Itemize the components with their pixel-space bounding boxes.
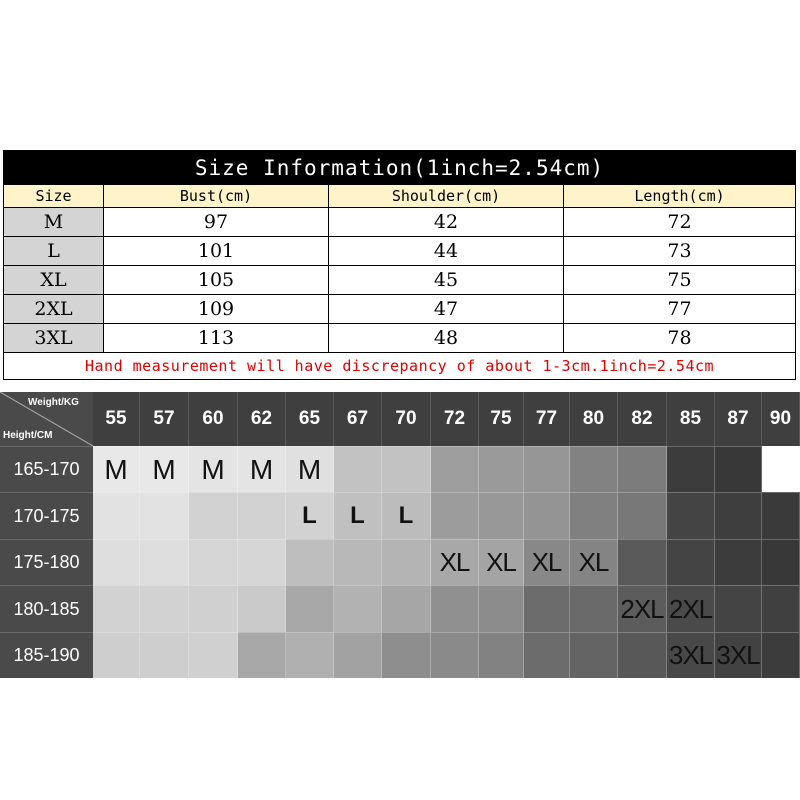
grid-cell [715, 492, 762, 539]
shoulder-cell: 42 [329, 208, 564, 237]
bust-cell: 109 [104, 295, 329, 324]
table-row [4, 208, 796, 237]
grid-cell: M [140, 446, 189, 492]
weight-header-57: 57 [140, 392, 189, 446]
measurement-note: Hand measurement will have discrepancy of about 1-3cm.1inch=2.54cm [4, 353, 796, 380]
grid-cell [715, 446, 762, 492]
grid-cell [524, 492, 570, 539]
grid-cell [667, 446, 715, 492]
grid-cell: L [382, 492, 431, 539]
grid-cell [431, 632, 479, 678]
grid-cell [479, 446, 524, 492]
size-cell: 3XL [4, 324, 104, 353]
table-title-row [4, 151, 796, 185]
size-cell: L [4, 237, 104, 266]
grid-cell [189, 632, 238, 678]
weight-header-65: 65 [286, 392, 334, 446]
grid-cell [334, 585, 382, 632]
grid-cell [762, 585, 800, 632]
grid-cell [762, 492, 800, 539]
length-cell: 72 [564, 208, 796, 237]
grid-cell [382, 585, 431, 632]
shoulder-cell: 44 [329, 237, 564, 266]
height-axis-label: Height/CM [3, 430, 53, 441]
grid-cell [93, 539, 140, 585]
grid-cell [189, 492, 238, 539]
grid-cell [570, 632, 618, 678]
bust-cell: 97 [104, 208, 329, 237]
weight-header-82: 82 [618, 392, 667, 446]
size-cell: 2XL [4, 295, 104, 324]
grid-cell [334, 632, 382, 678]
height-header-180-185: 180-185 [0, 585, 93, 632]
grid-cell: XL [479, 539, 524, 585]
weight-header-60: 60 [189, 392, 238, 446]
grid-cell: XL [431, 539, 479, 585]
grid-cell: 3XL [715, 632, 762, 678]
length-cell: 78 [564, 324, 796, 353]
weight-header-67: 67 [334, 392, 382, 446]
note-row [4, 353, 796, 380]
grid-cell [524, 632, 570, 678]
grid-cell [431, 585, 479, 632]
grid-cell [93, 632, 140, 678]
grid-cell: M [189, 446, 238, 492]
grid-cell [334, 539, 382, 585]
grid-cell [431, 492, 479, 539]
weight-header-72: 72 [431, 392, 479, 446]
grid-cell [93, 585, 140, 632]
size-cell: M [4, 208, 104, 237]
grid-cell [140, 539, 189, 585]
grid-cell [286, 632, 334, 678]
grid-cell [479, 492, 524, 539]
grid-cell: M [238, 446, 286, 492]
grid-cell: XL [524, 539, 570, 585]
height-header-175-180: 175-180 [0, 539, 93, 585]
table-title: Size Information(1inch=2.54cm) [4, 151, 796, 185]
grid-corner-header [0, 392, 93, 446]
table-row [4, 324, 796, 353]
weight-header-62: 62 [238, 392, 286, 446]
grid-cell [382, 632, 431, 678]
grid-cell [570, 492, 618, 539]
shoulder-cell: 48 [329, 324, 564, 353]
bust-cell: 113 [104, 324, 329, 353]
grid-cell [715, 539, 762, 585]
header-bust: Bust(cm) [104, 185, 329, 208]
weight-axis-label: Weight/KG [28, 397, 79, 408]
table-row [4, 237, 796, 266]
grid-cell: XL [570, 539, 618, 585]
grid-cell [382, 539, 431, 585]
grid-cell [667, 492, 715, 539]
weight-header-80: 80 [570, 392, 618, 446]
grid-cell [762, 632, 800, 678]
header-shoulder: Shoulder(cm) [329, 185, 564, 208]
grid-cell: L [334, 492, 382, 539]
table-header-row [4, 185, 796, 208]
grid-cell: L [286, 492, 334, 539]
grid-cell [618, 446, 667, 492]
grid-cell [762, 446, 800, 492]
weight-height-size-grid [0, 392, 800, 686]
grid-cell: M [93, 446, 140, 492]
grid-cell [286, 539, 334, 585]
grid-cell [140, 492, 189, 539]
table-row [4, 295, 796, 324]
grid-cell [382, 446, 431, 492]
grid-cell [93, 492, 140, 539]
grid-cell [431, 446, 479, 492]
grid-cell: 3XL [667, 632, 715, 678]
grid-cell [238, 585, 286, 632]
weight-header-75: 75 [479, 392, 524, 446]
shoulder-cell: 45 [329, 266, 564, 295]
grid-cell [140, 585, 189, 632]
bust-cell: 101 [104, 237, 329, 266]
length-cell: 77 [564, 295, 796, 324]
grid-cell [570, 446, 618, 492]
size-cell: XL [4, 266, 104, 295]
grid-cell [715, 585, 762, 632]
grid-cell [479, 585, 524, 632]
grid-cell [286, 585, 334, 632]
length-cell: 73 [564, 237, 796, 266]
grid-cell [334, 446, 382, 492]
grid-cell [667, 539, 715, 585]
size-information-table [3, 150, 796, 380]
grid-cell [238, 492, 286, 539]
grid-cell [618, 492, 667, 539]
weight-header-85: 85 [667, 392, 715, 446]
grid-cell [524, 446, 570, 492]
table-row [4, 266, 796, 295]
grid-cell [238, 632, 286, 678]
weight-header-55: 55 [93, 392, 140, 446]
grid-cell: M [286, 446, 334, 492]
grid-cell [189, 585, 238, 632]
height-header-165-170: 165-170 [0, 446, 93, 492]
weight-header-70: 70 [382, 392, 431, 446]
grid-cell [238, 539, 286, 585]
grid-cell [618, 539, 667, 585]
header-length: Length(cm) [564, 185, 796, 208]
weight-header-87: 87 [715, 392, 762, 446]
grid-cell [570, 585, 618, 632]
height-header-185-190: 185-190 [0, 632, 93, 678]
grid-cell [189, 539, 238, 585]
grid-cell [524, 585, 570, 632]
grid-cell: 2XL [667, 585, 715, 632]
shoulder-cell: 47 [329, 295, 564, 324]
grid-cell [479, 632, 524, 678]
grid-cell [618, 632, 667, 678]
grid-cell [762, 539, 800, 585]
grid-cell [140, 632, 189, 678]
header-size: Size [4, 185, 104, 208]
bust-cell: 105 [104, 266, 329, 295]
weight-header-90: 90 [762, 392, 800, 446]
length-cell: 75 [564, 266, 796, 295]
height-header-170-175: 170-175 [0, 492, 93, 539]
grid-cell: 2XL [618, 585, 667, 632]
weight-header-77: 77 [524, 392, 570, 446]
